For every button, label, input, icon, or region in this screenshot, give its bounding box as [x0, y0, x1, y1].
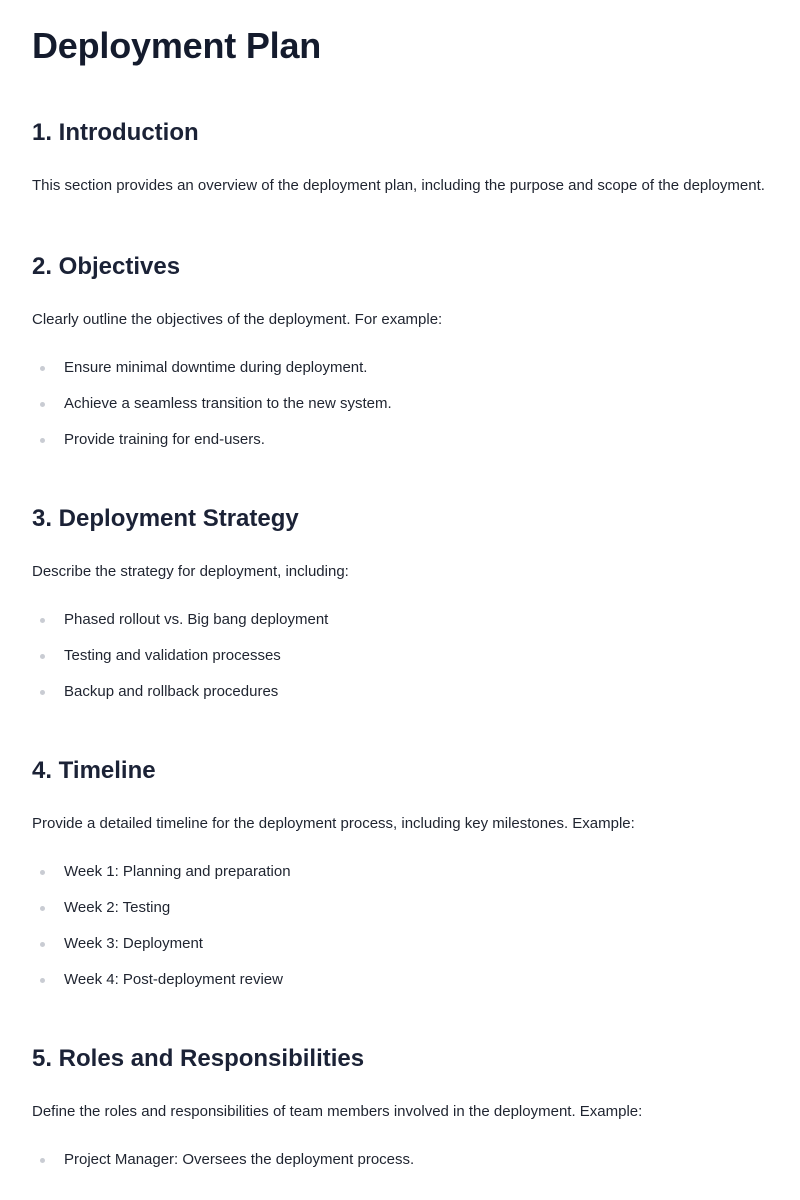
section-paragraph-deployment-strategy: Describe the strategy for deployment, including:	[32, 563, 349, 580]
list-item	[32, 392, 768, 416]
list-item-text: Backup and rollback procedures	[64, 683, 279, 700]
list-item-text: Achieve a seamless transition to the new system.	[64, 395, 392, 412]
list-item	[32, 644, 768, 668]
section-paragraph-timeline: Provide a detailed timeline for the deployment process, including key milestones. Example:	[32, 815, 635, 832]
list-item	[32, 356, 768, 380]
list-item	[32, 1148, 768, 1172]
section-heading-deployment-strategy: 3. Deployment Strategy	[32, 505, 299, 532]
list-item-text: Week 4: Post-deployment review	[64, 971, 283, 988]
list-item-text: Provide training for end-users.	[64, 431, 265, 448]
list-item	[32, 428, 768, 452]
section-heading-objectives: 2. Objectives	[32, 253, 181, 280]
bullet-dot-icon	[40, 402, 45, 407]
list-item-text: Week 3: Deployment	[64, 935, 203, 952]
timeline-list	[32, 860, 768, 992]
bullet-dot-icon	[40, 618, 45, 623]
section-paragraph-roles-and-responsibilities: Define the roles and responsibilities of team members involved in the deployment. Example:	[32, 1103, 643, 1120]
bullet-dot-icon	[40, 942, 45, 947]
bullet-dot-icon	[40, 654, 45, 659]
list-item-text: Project Manager: Oversees the deployment process.	[64, 1151, 415, 1168]
list-item-text: Ensure minimal downtime during deployment.	[64, 359, 368, 376]
strategy-list	[32, 608, 768, 704]
bullet-dot-icon	[40, 870, 45, 875]
bullet-dot-icon	[40, 906, 45, 911]
list-item	[32, 896, 768, 920]
list-item	[32, 680, 768, 704]
bullet-dot-icon	[40, 690, 45, 695]
section-roles-and-responsibilities	[32, 1044, 768, 1172]
list-item-text: Phased rollout vs. Big bang deployment	[64, 611, 329, 628]
bullet-dot-icon	[40, 978, 45, 983]
section-paragraph-introduction: This section provides an overview of the deployment plan, including the purpose and scope of the deployment.	[32, 177, 765, 194]
bullet-dot-icon	[40, 438, 45, 443]
list-item-text: Week 2: Testing	[64, 899, 171, 916]
section-deployment-strategy	[32, 504, 768, 704]
bullet-dot-icon	[40, 1158, 45, 1163]
list-item-text: Testing and validation processes	[64, 647, 281, 664]
list-item	[32, 860, 768, 884]
bullet-dot-icon	[40, 366, 45, 371]
section-heading-roles-and-responsibilities: 5. Roles and Responsibilities	[32, 1045, 365, 1072]
list-item-text: Week 1: Planning and preparation	[64, 863, 291, 880]
list-item	[32, 932, 768, 956]
list-item	[32, 608, 768, 632]
page-title: Deployment Plan	[32, 25, 322, 66]
section-introduction	[32, 118, 768, 200]
section-heading-timeline: 4. Timeline	[32, 757, 156, 784]
section-heading-introduction: 1. Introduction	[32, 119, 199, 146]
section-timeline	[32, 756, 768, 992]
section-paragraph-objectives: Clearly outline the objectives of the deployment. For example:	[32, 311, 443, 328]
roles-list	[32, 1148, 768, 1172]
list-item	[32, 968, 768, 992]
objectives-list	[32, 356, 768, 452]
section-objectives	[32, 252, 768, 452]
